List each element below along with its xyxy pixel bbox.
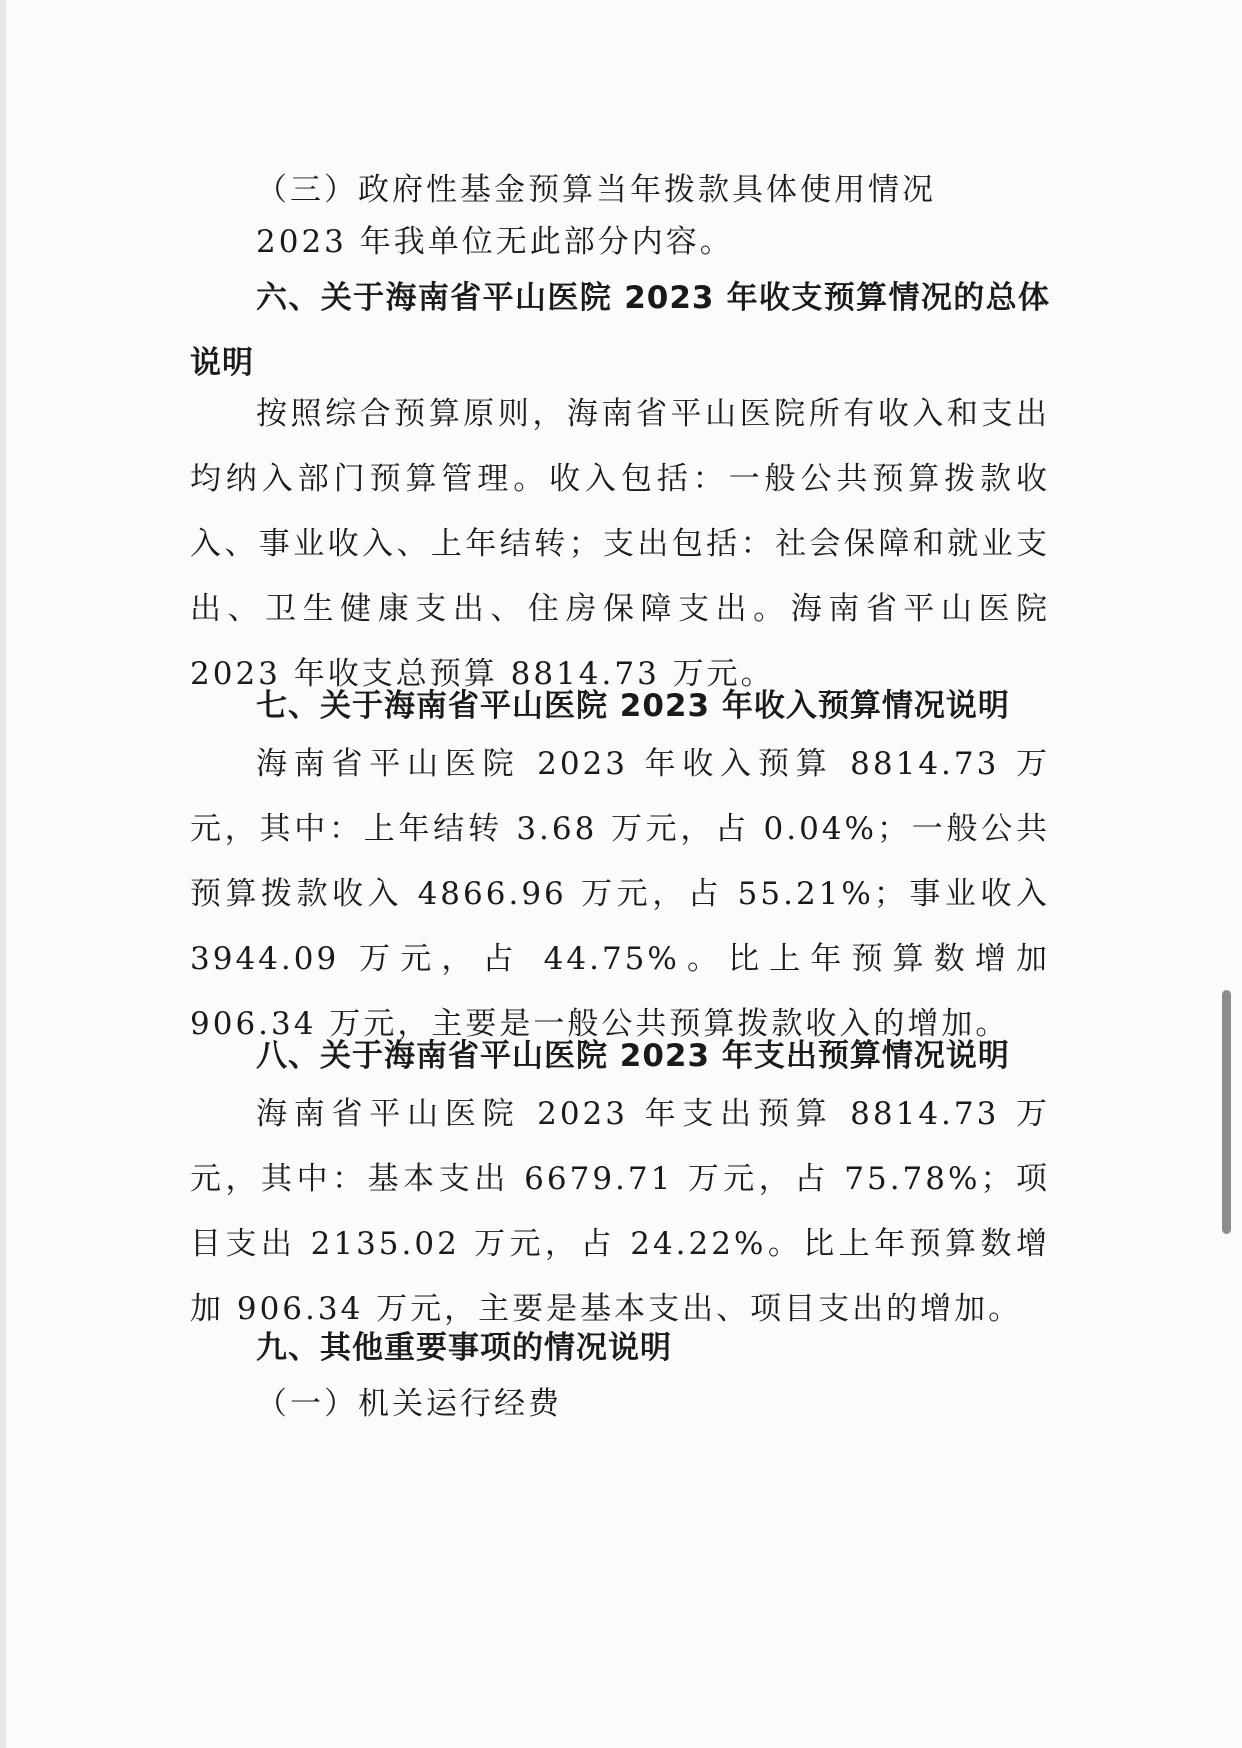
section-heading-9: 九、其他重要事项的情况说明: [256, 1330, 672, 1366]
paragraph-expenditure-budget: 海南省平山医院 2023 年支出预算 8814.73 万元，其中：基本支出 6679.71 万元，占 75.78%；项目支出 2135.02 万元，占 24.22%。比上年预算数增加 906.34 万元，主要是基本支出、项目支出的增加。: [190, 1096, 1050, 1327]
paragraph-income-budget: 海南省平山医院 2023 年收入预算 8814.73 万元，其中：上年结转 3.68 万元，占 0.04%；一般公共预算拨款收入 4866.96 万元，占 55.21%；事业收入 3944.09 万元，占 44.75%。比上年预算数增加 906.34 万元，主要是一般公共预算拨款收入的增加。: [190, 746, 1050, 1042]
paragraph-no-content: 2023 年我单位无此部分内容。: [256, 224, 734, 260]
section-heading-7: 七、关于海南省平山医院 2023 年收入预算情况说明: [256, 688, 1010, 724]
scan-edge: [0, 0, 6, 1748]
section-heading-6: 六、关于海南省平山医院 2023 年收支预算情况的总体说明: [190, 280, 1050, 381]
section-heading-8: 八、关于海南省平山医院 2023 年支出预算情况说明: [256, 1038, 1010, 1074]
paragraph-overall-budget: 按照综合预算原则，海南省平山医院所有收入和支出均纳入部门预算管理。收入包括：一般公共预算拨款收入、事业收入、上年结转；支出包括：社会保障和就业支出、卫生健康支出、住房保障支出。海南省平山医院 2023 年收支总预算 8814.73 万元。: [190, 396, 1050, 692]
scrollbar-thumb[interactable]: [1222, 990, 1231, 1234]
subsection-heading-government-fund: （三）政府性基金预算当年拨款具体使用情况: [256, 172, 936, 208]
subsection-heading-operating-expenses: （一）机关运行经费: [256, 1386, 562, 1422]
